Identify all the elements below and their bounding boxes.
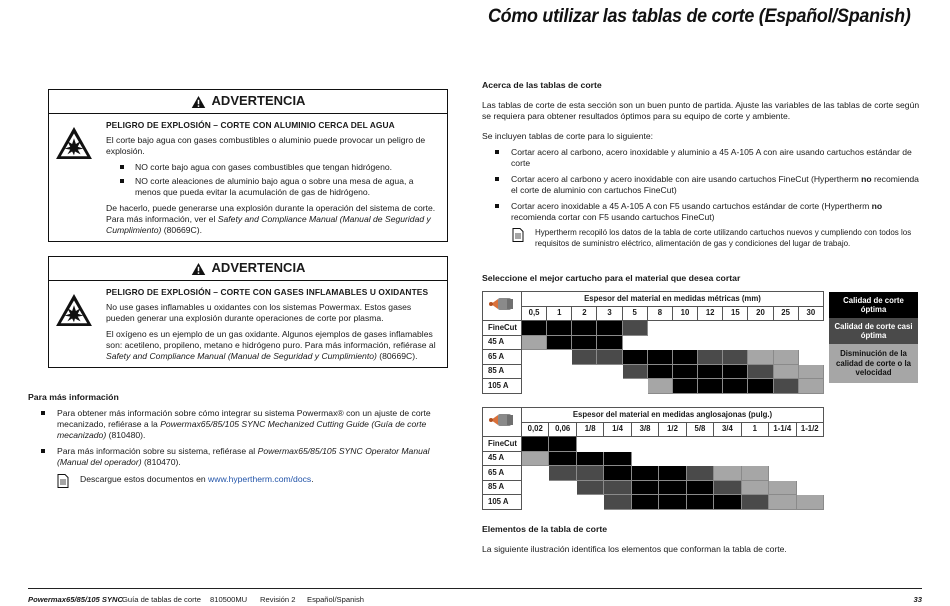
quality-cell: [576, 495, 603, 510]
quality-cell: [576, 437, 603, 452]
quality-cell: [773, 321, 798, 336]
thickness-tick: 1: [741, 422, 768, 437]
cartridge-label: 105 A: [483, 379, 522, 394]
quality-cell: [796, 466, 823, 481]
manual-reference: Powermax65/85/105 SYNC Mechanized Cutting Guide (Guía de corte mecanizado): [57, 419, 427, 441]
quality-cell: [622, 335, 647, 350]
emphasis-no: no: [861, 174, 872, 185]
quality-cell: [604, 437, 631, 452]
quality-cell: [672, 379, 697, 394]
warning-title: ADVERTENCIA: [211, 260, 306, 276]
quality-cell: [647, 335, 672, 350]
quality-cell: [522, 437, 549, 452]
item-text: Para obtener más información sobre cómo integrar su sistema Powermax® con un ajuste de corte mecanizado, refiérase a la: [57, 408, 431, 430]
page-title: Cómo utilizar las tablas de corte (Español/Spanish): [488, 5, 911, 27]
cartridge-row: [483, 480, 824, 495]
quality-cell: [686, 480, 713, 495]
quality-cell: [769, 495, 796, 510]
quality-cell: [647, 321, 672, 336]
cartridge-row: [483, 379, 824, 394]
metric-thickness-table: [482, 291, 824, 394]
thickness-tick: 1/2: [659, 422, 686, 437]
thickness-header: Espesor del material en medidas métricas (mm): [522, 292, 824, 307]
quality-cell: [576, 466, 603, 481]
thickness-tick: 8: [647, 306, 672, 321]
item-text: recomienda cortar con F5 usando cartuchos FineCut): [511, 212, 715, 223]
item-text: Cortar acero al carbono y acero inoxidable con aire usando cartuchos FineCut (Hypertherm: [511, 174, 862, 185]
select-cartridge-heading: Seleccione el mejor cartucho para el material que desea cortar: [482, 273, 741, 283]
quality-cell: [741, 466, 768, 481]
thickness-tick: 5: [622, 306, 647, 321]
cartridge-label: 45 A: [483, 335, 522, 350]
quality-cell: [547, 350, 572, 365]
quality-cell: [631, 466, 658, 481]
footer-language: Español/Spanish: [307, 595, 364, 604]
quality-cell: [741, 451, 768, 466]
quality-cell: [741, 480, 768, 495]
quality-cell: [597, 364, 622, 379]
quality-cell: [686, 451, 713, 466]
quality-cell: [547, 379, 572, 394]
elements-paragraph: La siguiente ilustración identifica los elementos que conforman la tabla de corte.: [482, 544, 787, 554]
quality-cell: [773, 350, 798, 365]
cartridge-row: [483, 451, 824, 466]
warning-para: No use gases inflamables u oxidantes con los sistemas Powermax. Estos gases pueden generar una explosión durante operaciones de corte por plasma.: [106, 301, 412, 323]
more-info-section: [28, 392, 448, 485]
download-note: [28, 474, 448, 485]
quality-cell: [547, 321, 572, 336]
warning-bullet: NO corte bajo agua con gases combustibles que tengan hidrógeno.: [120, 162, 439, 173]
quality-cell: [622, 364, 647, 379]
manual-code: (80669C).: [376, 350, 418, 361]
quality-cell: [798, 321, 823, 336]
cartridge-icon: [487, 411, 517, 429]
quality-cell: [576, 480, 603, 495]
quality-cell: [522, 364, 547, 379]
quality-cell: [659, 480, 686, 495]
quality-cell: [576, 451, 603, 466]
quality-cell: [522, 379, 547, 394]
quality-cell: [773, 335, 798, 350]
quality-cell: [698, 364, 723, 379]
quality-cell: [549, 466, 576, 481]
cartridge-row: [483, 364, 824, 379]
cartridge-row: [483, 437, 824, 452]
manual-reference: Safety and Compliance Manual (Manual de Seguridad y Cumplimiento): [106, 213, 431, 235]
quality-cell: [769, 466, 796, 481]
quality-cell: [622, 350, 647, 365]
quality-cell: [597, 335, 622, 350]
thickness-tick: 3/8: [631, 422, 658, 437]
cartridge-row: [483, 321, 824, 336]
quality-cell: [798, 364, 823, 379]
cartridge-label: 85 A: [483, 364, 522, 379]
more-info-item: [28, 408, 448, 441]
imperial-thickness-table: [482, 407, 824, 510]
quality-cell: [604, 495, 631, 510]
quality-cell: [698, 379, 723, 394]
quality-cell: [549, 480, 576, 495]
included-item: [482, 174, 922, 196]
explosion-hazard-icon: [55, 126, 93, 160]
quality-cell: [522, 466, 549, 481]
manual-code: (80669C).: [161, 224, 203, 235]
legend-decreased: Disminución de la calidad de corte o la velocidad: [829, 344, 918, 383]
quality-cell: [547, 335, 572, 350]
quality-cell: [659, 437, 686, 452]
warning-outro: [106, 203, 439, 236]
cartridge-row: [483, 335, 824, 350]
quality-cell: [549, 495, 576, 510]
warning-para: [106, 329, 439, 362]
quality-cell: [572, 321, 597, 336]
download-end: .: [311, 474, 314, 485]
quality-cell: [522, 335, 547, 350]
quality-cell: [572, 335, 597, 350]
quality-cell: [748, 364, 773, 379]
quality-cell: [549, 437, 576, 452]
footer-revision: Revisión 2: [260, 595, 296, 604]
cartridge-icon: [487, 295, 517, 313]
thickness-tick: 2: [572, 306, 597, 321]
quality-cell: [798, 335, 823, 350]
quality-cell: [522, 321, 547, 336]
cartridge-row: [483, 495, 824, 510]
quality-cell: [672, 321, 697, 336]
quality-cell: [672, 364, 697, 379]
footer-guide: Guía de tablas de corte: [122, 595, 201, 604]
cartridge-row: [483, 350, 824, 365]
quality-cell: [769, 480, 796, 495]
manual-code: (810470).: [141, 457, 181, 468]
about-heading: Acerca de las tablas de corte: [482, 80, 602, 90]
quality-cell: [631, 451, 658, 466]
cartridge-row: [483, 466, 824, 481]
manual-code: (810480).: [106, 430, 146, 441]
item-text: Cortar acero inoxidable a 45 A-105 A con F5 usando cartuchos estándar de corte (Hypertherm: [511, 201, 872, 212]
quality-cell: [773, 364, 798, 379]
elements-heading: Elementos de la tabla de corte: [482, 524, 608, 534]
quality-cell: [647, 379, 672, 394]
thickness-tick: 1: [547, 306, 572, 321]
included-intro: Se incluyen tablas de corte para lo siguiente:: [482, 131, 654, 142]
quality-cell: [604, 480, 631, 495]
quality-cell: [748, 335, 773, 350]
cartridge-cell: [483, 292, 522, 321]
quality-cell: [522, 495, 549, 510]
quality-cell: [686, 495, 713, 510]
quality-cell: [522, 451, 549, 466]
about-section: [482, 80, 922, 249]
quality-cell: [547, 364, 572, 379]
quality-cell: [714, 495, 741, 510]
cartridge-label: FineCut: [483, 321, 522, 336]
docs-link[interactable]: www.hypertherm.com/docs: [208, 474, 312, 485]
document-note-icon: [512, 228, 524, 242]
quality-cell: [796, 495, 823, 510]
quality-cell: [769, 451, 796, 466]
thickness-tick: 15: [723, 306, 748, 321]
emphasis-no: no: [871, 201, 883, 212]
more-info-item: [28, 446, 448, 468]
quality-cell: [798, 379, 823, 394]
download-text: Descargue estos documentos en: [80, 474, 209, 485]
quality-cell: [773, 379, 798, 394]
quality-cell: [748, 350, 773, 365]
quality-cell: [622, 321, 647, 336]
quality-cell: [741, 495, 768, 510]
included-item: Cortar acero al carbono, acero inoxidable y aluminio a 45 A-105 A con aire usando cartuchos estándar de corte: [482, 147, 922, 169]
warning-intro: El corte bajo agua con gases combustibles o aluminio puede provocar un peligro de explosión.: [106, 134, 426, 156]
included-item: [482, 201, 922, 223]
quality-cell: [647, 350, 672, 365]
thickness-tick: 5/8: [686, 422, 713, 437]
data-note: [482, 228, 922, 249]
quality-cell: [714, 437, 741, 452]
warning-header: [49, 90, 447, 114]
quality-cell: [604, 466, 631, 481]
quality-cell: [714, 451, 741, 466]
footer-docnum: 810500MU: [210, 595, 248, 604]
cartridge-label: 65 A: [483, 350, 522, 365]
quality-cell: [723, 364, 748, 379]
warning-outro-text: De hacerlo, puede generarse una explosión durante la operación del sistema de corte. Para más información, ver el: [106, 202, 436, 224]
quality-legend: [829, 292, 918, 383]
quality-cell: [672, 350, 697, 365]
about-paragraph: Las tablas de corte de esta sección son un buen punto de partida. Ajuste las variables de las tablas de corte según se requiera para obtener resultados óptimos para su equipo de corte y ambiente.: [482, 100, 920, 122]
quality-cell: [714, 466, 741, 481]
thickness-tick: 1-1/4: [769, 422, 796, 437]
thickness-tick: 30: [798, 306, 823, 321]
cartridge-label: 105 A: [483, 495, 522, 510]
thickness-tick: 1-1/2: [796, 422, 823, 437]
quality-cell: [572, 364, 597, 379]
footer-product: Powermax65/85/105 SYNC: [28, 595, 123, 604]
cartridge-cell: [483, 408, 522, 437]
quality-cell: [631, 480, 658, 495]
quality-cell: [748, 379, 773, 394]
thickness-tick: 0,02: [522, 422, 549, 437]
quality-cell: [622, 379, 647, 394]
warning-title: ADVERTENCIA: [211, 93, 306, 109]
thickness-tick: 1/8: [576, 422, 603, 437]
legend-optimal: Calidad de corte óptima: [829, 292, 918, 318]
thickness-tick: 25: [773, 306, 798, 321]
quality-cell: [604, 451, 631, 466]
quality-cell: [748, 321, 773, 336]
quality-cell: [659, 451, 686, 466]
thickness-tick: 3: [597, 306, 622, 321]
thickness-tick: 0,06: [549, 422, 576, 437]
warning-triangle-icon: [191, 262, 206, 276]
quality-cell: [522, 350, 547, 365]
quality-cell: [597, 350, 622, 365]
quality-cell: [659, 495, 686, 510]
quality-cell: [572, 350, 597, 365]
footer-rule: [28, 588, 922, 589]
warning-box-aluminum: [48, 89, 448, 242]
warning-para-text: El oxígeno es un ejemplo de un gas oxidante. Algunos ejemplos de gases inflamables son: acetileno, propileno, metano e hidrógeno puro. Para más información, refiérase al: [106, 328, 436, 350]
quality-cell: [698, 335, 723, 350]
warning-bullets: [120, 162, 439, 198]
quality-cell: [723, 379, 748, 394]
data-note-text: Hypertherm recopiló los datos de la tabla de corte utilizando cartuchos nuevos y cumpliendo con todos los requisitos de suministro eléctrico, alimentación de gas y condiciones del lugar de trabajo.: [535, 228, 912, 248]
cartridge-label: 85 A: [483, 480, 522, 495]
item-text: recomienda el corte de aluminio con cartuchos FineCut): [511, 174, 919, 196]
quality-cell: [686, 437, 713, 452]
warning-subheading: PELIGRO DE EXPLOSIÓN – CORTE CON GASES INFLAMABLES U OXIDANTES: [106, 287, 429, 297]
thickness-tick: 12: [698, 306, 723, 321]
quality-cell: [798, 350, 823, 365]
quality-cell: [522, 480, 549, 495]
quality-cell: [597, 321, 622, 336]
quality-cell: [631, 495, 658, 510]
thickness-tick: 10: [672, 306, 697, 321]
thickness-tick: 20: [748, 306, 773, 321]
thickness-tick: 3/4: [714, 422, 741, 437]
thickness-tick: 0,5: [522, 306, 547, 321]
explosion-hazard-icon: [55, 293, 93, 327]
quality-cell: [631, 437, 658, 452]
thickness-tick: 1/4: [604, 422, 631, 437]
quality-cell: [796, 437, 823, 452]
quality-cell: [723, 350, 748, 365]
legend-near-optimal: Calidad de corte casi óptima: [829, 318, 918, 344]
cartridge-label: FineCut: [483, 437, 522, 452]
cartridge-label: 65 A: [483, 466, 522, 481]
manual-reference: Safety and Compliance Manual (Manual de Seguridad y Cumplimiento): [106, 350, 377, 361]
quality-cell: [723, 321, 748, 336]
warning-header: [49, 257, 447, 281]
thickness-header: Espesor del material en medidas anglosajonas (pulg.): [522, 408, 824, 423]
footer-page-number: 33: [913, 595, 922, 604]
quality-cell: [796, 480, 823, 495]
more-info-heading: Para más información: [28, 392, 119, 402]
quality-cell: [741, 437, 768, 452]
warning-bullet: NO corte aleaciones de aluminio bajo agua o sobre una mesa de agua, a menos que pueda evitar la acumulación de gas de hidrógeno.: [120, 176, 439, 198]
quality-cell: [796, 451, 823, 466]
quality-cell: [572, 379, 597, 394]
warning-subheading: PELIGRO DE EXPLOSIÓN – CORTE CON ALUMINIO CERCA DEL AGUA: [106, 120, 395, 130]
item-text: Para más información sobre su sistema, refiérase al: [57, 446, 258, 457]
warning-box-flammable: [48, 256, 448, 368]
quality-cell: [659, 466, 686, 481]
quality-cell: [714, 480, 741, 495]
quality-cell: [647, 364, 672, 379]
manual-reference: Powermax65/85/105 SYNC Operator Manual (Manual del operador): [57, 446, 430, 468]
quality-cell: [769, 437, 796, 452]
quality-cell: [698, 321, 723, 336]
cartridge-label: 45 A: [483, 451, 522, 466]
quality-cell: [698, 350, 723, 365]
warning-triangle-icon: [191, 95, 206, 109]
quality-cell: [686, 466, 713, 481]
quality-cell: [549, 451, 576, 466]
document-note-icon: [57, 474, 69, 488]
quality-cell: [672, 335, 697, 350]
quality-cell: [597, 379, 622, 394]
quality-cell: [723, 335, 748, 350]
